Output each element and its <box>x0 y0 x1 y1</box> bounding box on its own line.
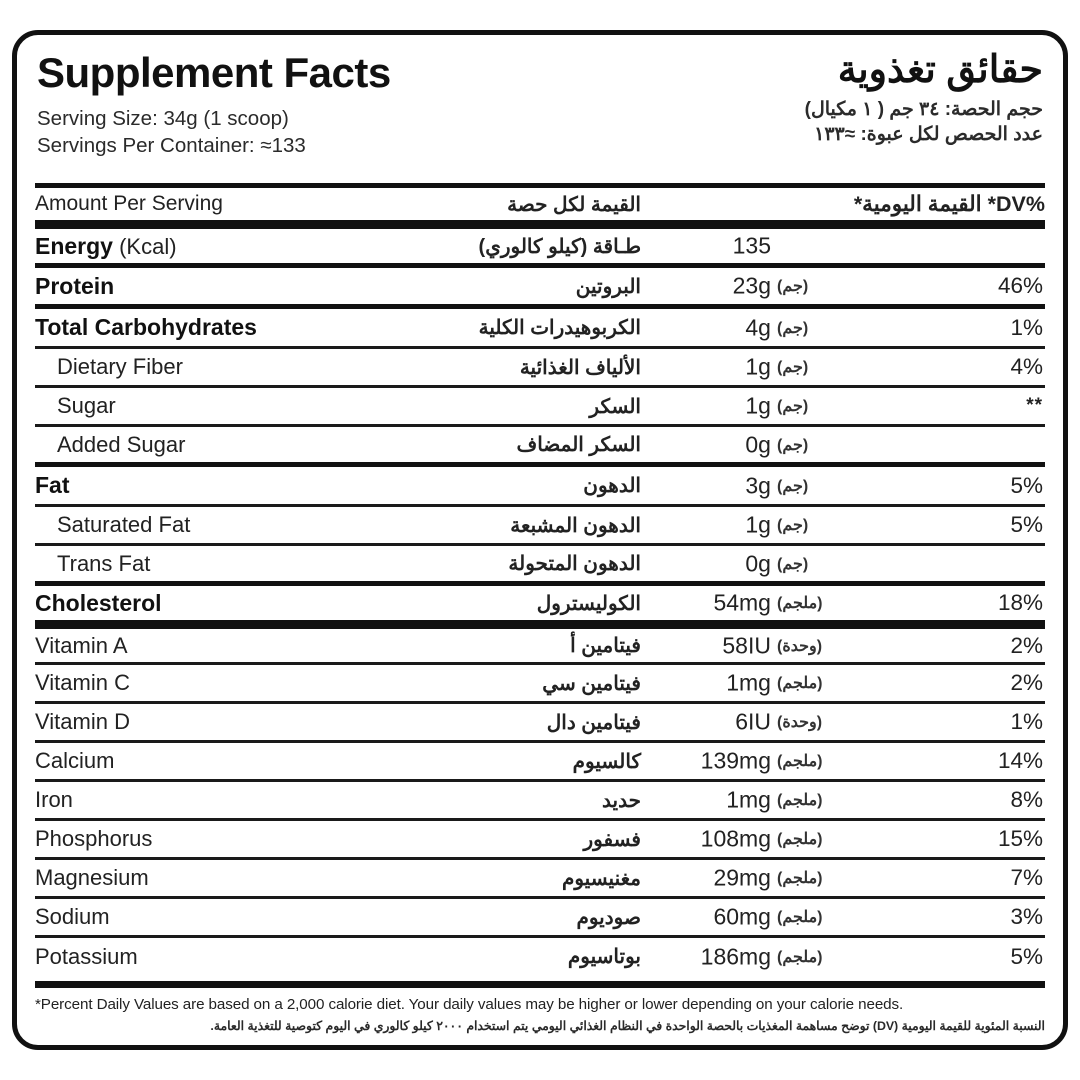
serving-info-arabic <box>623 97 1043 148</box>
row-name-english-text: Energy <box>35 232 113 259</box>
row-name-arabic <box>399 584 641 625</box>
header-english-block <box>37 51 657 159</box>
serving-info-english <box>37 105 657 159</box>
row-name-arabic-text: فسفور <box>583 828 641 851</box>
row-name-english-text: Phosphorus <box>35 826 153 851</box>
row-amount-value: 6IU <box>735 708 771 735</box>
row-name-arabic <box>399 307 641 348</box>
row-amount-value: 186mg <box>700 943 771 970</box>
row-amount-value: 139mg <box>700 747 771 774</box>
row-daily-value <box>944 859 1045 898</box>
row-name-arabic-text: الكوليسترول <box>536 592 641 615</box>
row-daily-value-text: 46% <box>997 273 1043 298</box>
row-name-arabic <box>399 859 641 898</box>
row-name-arabic <box>399 625 641 664</box>
row-amount-value: 108mg <box>700 825 771 852</box>
table-row <box>35 545 1045 584</box>
row-amount <box>641 898 944 937</box>
table-row <box>35 506 1045 545</box>
row-amount <box>641 465 944 506</box>
row-amount-unit-arabic: (ملجم) <box>776 753 823 770</box>
row-daily-value <box>944 426 1045 465</box>
row-name-english <box>35 937 399 976</box>
supplement-facts-panel <box>12 30 1068 1050</box>
row-name-arabic <box>399 703 641 742</box>
row-amount <box>641 664 944 703</box>
row-name-english-text: Sugar <box>57 393 116 418</box>
row-amount-value: 60mg <box>713 903 771 930</box>
table-row <box>35 387 1045 426</box>
row-daily-value-text: ** <box>1026 395 1043 416</box>
row-amount-unit-arabic: (ملجم) <box>776 948 823 966</box>
row-amount <box>641 307 944 348</box>
row-daily-value-text: 2% <box>1010 632 1043 658</box>
row-name-arabic-text: فيتامين سي <box>542 672 641 695</box>
row-daily-value-text: 14% <box>997 748 1043 773</box>
row-name-english <box>35 703 399 742</box>
row-amount <box>641 820 944 859</box>
row-name-english-text: Iron <box>35 787 73 812</box>
footnote-english: *Percent Daily Values are based on a 2,000 calorie diet. Your daily values may be higher or lower depending on your calorie needs. <box>35 995 904 1013</box>
row-daily-value-text: 3% <box>1010 904 1043 929</box>
row-name-english-text: Magnesium <box>35 865 149 890</box>
row-daily-value-text: 15% <box>997 826 1043 851</box>
row-name-english <box>35 820 399 859</box>
row-daily-value <box>944 625 1045 664</box>
servings-per-container-ar: عدد الحصص لكل عبوة: ≈١٣٣ <box>814 124 1043 146</box>
table-row <box>35 781 1045 820</box>
row-amount <box>641 387 944 426</box>
row-name-english <box>35 387 399 426</box>
row-amount <box>641 584 944 625</box>
row-amount-unit-arabic: (وحدة) <box>776 637 823 655</box>
row-daily-value <box>944 225 1045 266</box>
row-amount-unit-arabic: (جم) <box>776 477 809 495</box>
row-name-english-text: Calcium <box>35 748 115 773</box>
row-name-arabic <box>399 937 641 976</box>
row-name-arabic <box>399 387 641 426</box>
row-name-english-text: Dietary Fiber <box>57 354 183 379</box>
row-amount-unit-arabic: (ملجم) <box>776 595 823 612</box>
row-daily-value <box>944 584 1045 625</box>
row-name-english-text: Vitamin C <box>35 670 130 695</box>
table-row <box>35 625 1045 664</box>
row-daily-value-text: 8% <box>1010 787 1043 812</box>
row-name-english <box>35 426 399 465</box>
row-amount <box>641 625 944 664</box>
row-daily-value <box>944 506 1045 545</box>
row-daily-value-text: 5% <box>1010 943 1043 969</box>
table-row <box>35 465 1045 506</box>
row-daily-value-text <box>1043 432 1045 457</box>
row-amount-value: 3g <box>745 472 771 498</box>
row-name-arabic <box>399 664 641 703</box>
row-name-english-text: Saturated Fat <box>57 512 191 537</box>
row-name-english-text: Potassium <box>35 943 138 969</box>
row-amount-value: 1g <box>745 511 771 538</box>
row-name-arabic-text: الدهون <box>583 475 641 497</box>
row-name-english <box>35 859 399 898</box>
row-name-arabic <box>399 348 641 387</box>
row-amount-unit-arabic: (ملجم) <box>776 909 823 926</box>
table-row <box>35 703 1045 742</box>
table-row <box>35 307 1045 348</box>
row-name-arabic-text: حديد <box>602 789 641 812</box>
row-amount <box>641 266 944 307</box>
page-title: Supplement Facts <box>37 49 391 96</box>
row-amount-value: 1g <box>745 353 771 380</box>
header-cell-amount-ar: القيمة لكل حصة <box>399 186 641 225</box>
table-row <box>35 859 1045 898</box>
row-amount-value: 0g <box>745 550 771 576</box>
row-amount-value: 58IU <box>722 632 771 658</box>
row-daily-value-text: 7% <box>1010 865 1043 890</box>
header-cell-amount-en: Amount Per Serving <box>35 186 399 225</box>
row-daily-value <box>944 703 1045 742</box>
row-name-arabic <box>399 545 641 584</box>
row-amount <box>641 545 944 584</box>
row-name-arabic-text: الدهون المتحولة <box>508 553 641 575</box>
row-daily-value <box>944 307 1045 348</box>
page-title-arabic: حقائق تغذوية <box>837 49 1043 91</box>
row-daily-value <box>944 545 1045 584</box>
row-name-arabic-text: صوديوم <box>576 906 641 929</box>
nutrition-table <box>35 183 1045 976</box>
row-amount <box>641 859 944 898</box>
row-daily-value <box>944 266 1045 307</box>
row-amount <box>641 426 944 465</box>
row-name-english <box>35 545 399 584</box>
row-name-arabic <box>399 898 641 937</box>
row-name-arabic-text: الكربوهيدرات الكلية <box>478 317 641 339</box>
servings-per-container-en: Servings Per Container: ≈133 <box>37 134 306 158</box>
row-name-arabic <box>399 506 641 545</box>
row-amount-value: 29mg <box>713 864 771 891</box>
row-daily-value <box>944 465 1045 506</box>
row-amount-unit-arabic: (جم) <box>776 278 809 295</box>
row-amount-unit-arabic: (جم) <box>776 319 809 337</box>
header-cell-daily-value: %DV* القيمة اليومية* <box>641 186 1045 225</box>
row-name-english-text: Fat <box>35 472 70 498</box>
row-name-arabic <box>399 820 641 859</box>
row-daily-value <box>944 387 1045 426</box>
row-amount <box>641 742 944 781</box>
table-row <box>35 937 1045 976</box>
row-name-arabic <box>399 266 641 307</box>
table-row <box>35 898 1045 937</box>
row-daily-value-text: 1% <box>1010 709 1043 734</box>
row-daily-value <box>944 781 1045 820</box>
row-amount <box>641 703 944 742</box>
panel-inner <box>35 43 1045 1037</box>
row-name-english-unit: (Kcal) <box>112 233 177 259</box>
table-row <box>35 426 1045 465</box>
row-daily-value-text: 1% <box>1010 314 1043 340</box>
row-name-english <box>35 664 399 703</box>
row-amount-value: 0g <box>745 431 771 457</box>
serving-size-en: Serving Size: 34g (1 scoop) <box>37 107 289 131</box>
table-row <box>35 742 1045 781</box>
row-daily-value <box>944 898 1045 937</box>
serving-size-ar: حجم الحصة: ٣٤ جم ( ١ مكيال) <box>804 98 1043 120</box>
row-name-english-text: Trans Fat <box>57 550 151 576</box>
row-name-arabic <box>399 225 641 266</box>
row-name-arabic-text: بوتاسيوم <box>567 946 641 969</box>
row-amount-unit-arabic: (جم) <box>776 436 809 454</box>
row-name-arabic-text: مغنيسيوم <box>561 867 641 890</box>
row-name-english <box>35 348 399 387</box>
row-amount-unit-arabic: (جم) <box>776 398 809 415</box>
row-name-arabic-text: البروتين <box>575 275 641 298</box>
row-name-arabic <box>399 781 641 820</box>
row-amount-unit-arabic: (جم) <box>776 359 809 376</box>
table-row <box>35 225 1045 266</box>
row-name-arabic <box>399 465 641 506</box>
row-daily-value-text: 18% <box>997 590 1043 615</box>
row-amount-value: 1mg <box>726 669 771 696</box>
row-amount-unit-arabic: (ملجم) <box>776 675 823 692</box>
row-amount <box>641 937 944 976</box>
table-row <box>35 820 1045 859</box>
row-name-arabic-text: الألياف الغذائية <box>519 356 641 379</box>
row-daily-value-text: 2% <box>1010 670 1043 695</box>
header-arabic-block <box>623 49 1043 148</box>
table-row <box>35 348 1045 387</box>
row-name-arabic-text: كالسيوم <box>572 750 641 773</box>
row-name-arabic-text: الدهون المشبعة <box>510 514 641 537</box>
row-daily-value <box>944 820 1045 859</box>
row-amount <box>641 781 944 820</box>
footnote-block <box>35 981 1045 1035</box>
row-name-english <box>35 307 399 348</box>
row-amount-value: 4g <box>745 314 771 340</box>
row-daily-value <box>944 348 1045 387</box>
row-name-english <box>35 225 399 266</box>
row-name-english-text: Added Sugar <box>57 431 186 457</box>
row-name-english <box>35 742 399 781</box>
row-name-english-text: Sodium <box>35 904 110 929</box>
row-name-english <box>35 584 399 625</box>
row-amount-unit-arabic: (وحدة) <box>776 714 823 731</box>
row-name-english-text: Vitamin D <box>35 709 130 734</box>
row-amount-value: 1mg <box>726 786 771 813</box>
row-name-arabic-text: فيتامين أ <box>570 635 641 657</box>
row-name-english <box>35 898 399 937</box>
row-name-arabic-text: فيتامين دال <box>546 711 641 734</box>
label-header <box>35 43 1045 183</box>
table-row <box>35 584 1045 625</box>
row-name-arabic-text: السكر <box>589 395 641 418</box>
row-name-arabic <box>399 426 641 465</box>
footnote-arabic: النسبة المئوية للقيمة اليومية (DV) توضح مساهمة المغذيات بالحصة الواحدة في النظام الغذائي اليومي يتم استخدام ٢٠٠٠ كيلو كالوري في اليوم كتوصية للتغذية العامة. <box>210 1019 1045 1034</box>
row-name-english-text: Cholesterol <box>35 589 162 616</box>
table-row <box>35 664 1045 703</box>
row-amount-value: 135 <box>732 232 771 259</box>
row-daily-value-text: 4% <box>1010 354 1043 379</box>
row-amount-unit-arabic: (ملجم) <box>776 831 823 848</box>
row-amount <box>641 225 944 266</box>
row-name-arabic-text: السكر المضاف <box>516 434 641 456</box>
row-name-english <box>35 506 399 545</box>
row-name-arabic-text: طـاقة (كيلو كالوري) <box>478 235 641 258</box>
row-name-english-text: Protein <box>35 272 115 299</box>
row-name-english <box>35 781 399 820</box>
row-amount <box>641 348 944 387</box>
row-daily-value-text <box>1043 551 1045 576</box>
row-amount-unit-arabic: (ملجم) <box>776 870 823 887</box>
row-amount-unit-arabic: (ملجم) <box>776 792 823 809</box>
nutrition-table-body <box>35 186 1045 976</box>
row-daily-value <box>944 937 1045 976</box>
row-daily-value <box>944 742 1045 781</box>
row-daily-value <box>944 664 1045 703</box>
row-amount-value: 54mg <box>713 589 771 616</box>
row-name-english <box>35 465 399 506</box>
row-daily-value-text: 5% <box>1010 472 1043 498</box>
row-daily-value-text <box>1043 233 1045 258</box>
row-amount-unit-arabic: (جم) <box>776 517 809 534</box>
row-amount <box>641 506 944 545</box>
row-amount-value: 1g <box>745 392 771 419</box>
row-name-english <box>35 625 399 664</box>
table-header-row <box>35 186 1045 225</box>
row-amount-unit-arabic: (جم) <box>776 555 809 573</box>
row-name-english-text: Total Carbohydrates <box>35 314 257 340</box>
row-name-arabic <box>399 742 641 781</box>
row-name-english-text: Vitamin A <box>35 632 128 658</box>
row-amount-value: 23g <box>732 272 771 299</box>
row-daily-value-text: 5% <box>1010 512 1043 537</box>
table-row <box>35 266 1045 307</box>
row-name-english <box>35 266 399 307</box>
